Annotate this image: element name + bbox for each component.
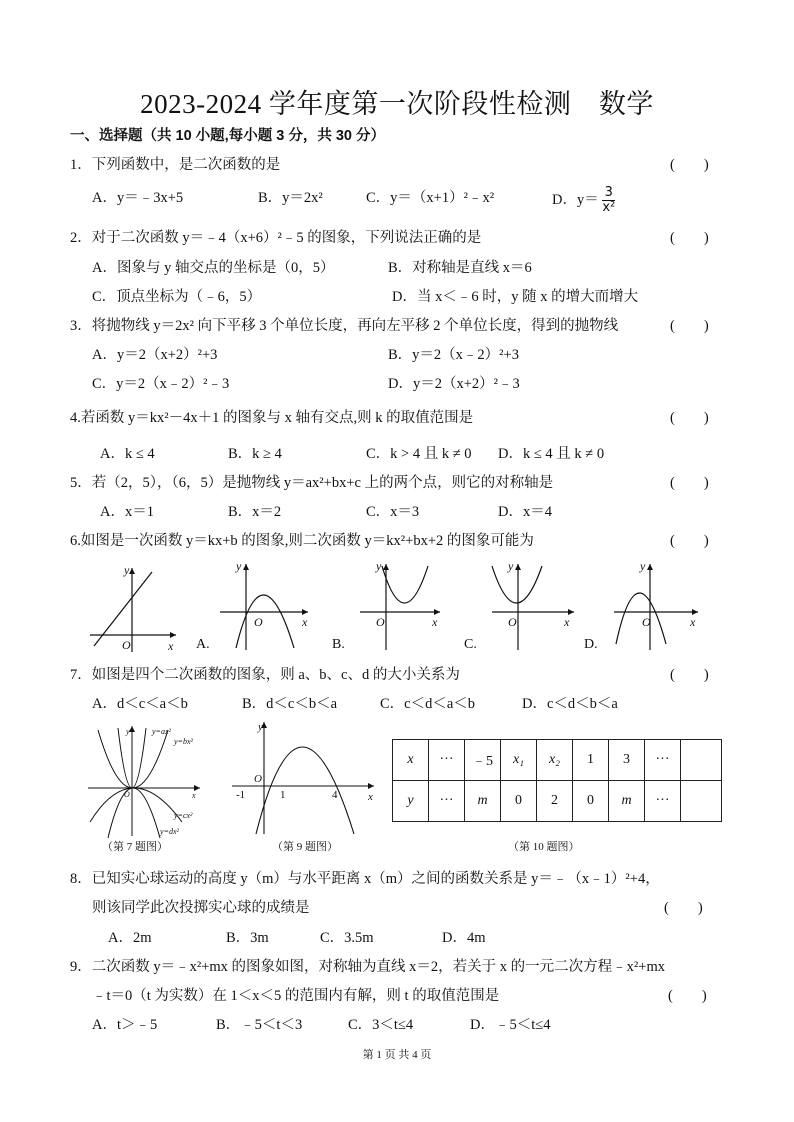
q9-option-a: A．t＞﹣5	[92, 1017, 158, 1033]
q8-option-c: C．3.5m	[320, 930, 374, 946]
fig7-y-arrow	[129, 726, 135, 732]
q3-option-c: C．y＝2（x﹣2）²﹣3	[92, 376, 230, 392]
q8-answer-paren: ( )	[664, 900, 703, 916]
table-row	[393, 781, 722, 822]
q4-stem: 4.若函数 y＝kx²－4x＋1 的图象与 x 轴有交点,则 k 的取值范围是	[70, 410, 474, 426]
fig9-tick-4: 4	[332, 789, 338, 801]
q2-option-d: D．当 x＜﹣6 时，y 随 x 的增大而增大	[392, 289, 639, 305]
fig7-y-label: y	[126, 727, 130, 736]
q1-option-b: B．y＝2x²	[258, 190, 323, 206]
q9-line1: 9．二次函数 y＝﹣x²+mx 的图象如图，对称轴为直线 x＝2，若关于 x 的一元二次方程﹣x²+mx	[70, 959, 665, 975]
q6-d-y-arrow	[647, 564, 653, 570]
q6-d-y-label: y	[640, 560, 646, 573]
fig7-x-label: x	[192, 791, 196, 800]
table-cell: 3	[609, 740, 645, 781]
table-cell: ···	[429, 740, 465, 781]
q6-option-a: A.	[196, 637, 210, 652]
q6-a-parabola	[236, 595, 294, 648]
q1-option-a: A．y＝﹣3x+5	[92, 190, 184, 206]
fig7-label-a: y=ax²	[152, 727, 171, 736]
q7-stem: 7．如图是四个二次函数的图象，则 a、b、c、d 的大小关系为	[70, 667, 460, 683]
q2-answer-paren: ( )	[670, 230, 709, 246]
q1-option-d-denominator: x²	[602, 200, 616, 215]
fig9-tick-neg1: -1	[236, 789, 246, 801]
q5-option-a: A．x＝1	[100, 504, 154, 520]
q7-answer-paren: ( )	[670, 667, 709, 683]
q9-line2: ﹣t＝0（t 为实数）在 1＜x＜5 的范围内有解，则 t 的取值范围是	[92, 988, 500, 1004]
q6-line-y-arrow	[129, 568, 135, 574]
q1-stem: 1．下列函数中，是二次函数的是	[70, 157, 281, 173]
q7-option-c: C．c＜d＜a＜b	[380, 696, 476, 712]
q3-stem: 3．将抛物线 y＝2x² 向下平移 3 个单位长度，再向左平移 2 个单位长度，得到的抛物线	[70, 318, 619, 334]
q9-option-d: D．﹣5＜t≤4	[470, 1017, 551, 1033]
q3-option-a: A．y＝2（x+2）²+3	[92, 347, 218, 363]
figure-10-table	[392, 739, 722, 822]
q9-option-b: B．﹣5＜t＜3	[216, 1017, 303, 1033]
fig7-curve-b	[98, 730, 168, 788]
q2-option-c: C．顶点坐标为（﹣6，5）	[92, 289, 262, 305]
q4-option-d: D．k ≤ 4 且 k ≠ 0	[498, 446, 605, 462]
fig9-y-label: y	[258, 721, 263, 733]
q6-a-x-label: x	[302, 615, 308, 629]
table-cell: y	[393, 781, 429, 822]
fig7-origin: O	[124, 790, 130, 799]
q1-answer-paren: ( )	[670, 157, 709, 173]
q4-answer-paren: ( )	[670, 410, 709, 426]
q3-option-d: D．y＝2（x+2）²﹣3	[388, 376, 520, 392]
q1-option-d-prefix: D．y＝	[552, 191, 599, 208]
fig7-label-d: y=dx²	[160, 827, 179, 836]
q8-option-a: A．2m	[108, 930, 152, 946]
q6-c-x-label: x	[564, 615, 570, 629]
q6-a-y-label: y	[236, 560, 242, 573]
q6-line-x-arrow	[170, 632, 176, 638]
table-cell: 1	[573, 740, 609, 781]
q6-d-origin: O	[642, 615, 651, 629]
q6-answer-paren: ( )	[670, 533, 709, 549]
q6-line-y-label: y	[124, 563, 130, 577]
q8-option-d: D．4m	[442, 930, 486, 946]
q6-b-y-label: y	[376, 560, 382, 573]
fig9-tick-1: 1	[280, 789, 286, 801]
q5-option-b: B．x＝2	[228, 504, 282, 520]
section-heading: 一、选择题（共 10 小题,每小题 3 分，共 30 分）	[70, 128, 386, 144]
q5-option-d: D．x＝4	[498, 504, 552, 520]
q6-option-b: B.	[332, 637, 345, 652]
q6-a-origin: O	[254, 615, 263, 629]
table-cell: ﹣5	[465, 740, 501, 781]
q6-c-y-label: y	[508, 560, 514, 573]
q3-answer-paren: ( )	[670, 318, 709, 334]
fig7-caption: （第 7 题图）	[102, 841, 168, 853]
q9-answer-paren: ( )	[668, 988, 707, 1004]
fig9-x-arrow	[368, 783, 374, 789]
table-cell: m	[465, 781, 501, 822]
table-cell: m	[609, 781, 645, 822]
fig7-label-c: y=cx²	[174, 811, 193, 820]
table-cell: 2	[537, 781, 573, 822]
q6-stem: 6.如图是一次函数 y＝kx+b 的图象,则二次函数 y＝kx²+bx+2 的图象可能为	[70, 533, 534, 549]
q6-c-origin: O	[508, 615, 517, 629]
fig9-origin: O	[254, 773, 262, 785]
fig10-caption: （第 10 题图）	[508, 841, 580, 853]
q6-a-y-arrow	[243, 564, 249, 570]
table-cell: x₁	[501, 740, 537, 781]
table-row	[393, 740, 722, 781]
q2-stem: 2．对于二次函数 y＝﹣4（x+6）²﹣5 的图象，下列说法正确的是	[70, 230, 482, 246]
q4-option-a: A．k ≤ 4	[100, 446, 155, 462]
q6-c-parabola	[492, 566, 542, 603]
table-cell	[681, 781, 722, 822]
q8-line1: 8．已知实心球运动的高度 y（m）与水平距离 x（m）之间的函数关系是 y＝﹣（x﹣1）²+4，	[70, 871, 660, 887]
fig9-parabola	[256, 747, 354, 834]
q6-b-x-label: x	[432, 615, 438, 629]
q8-line2: 则该同学此次投掷实心球的成绩是	[92, 900, 310, 916]
page-footer: 第 1 页 共 4 页	[362, 1049, 432, 1061]
q7-option-b: B．d＜c＜b＜a	[242, 696, 338, 712]
q1-option-d-numerator: 3	[602, 186, 615, 201]
q6-d-x-label: x	[690, 615, 696, 629]
figure-7	[86, 722, 216, 840]
q5-option-c: C．x＝3	[366, 504, 420, 520]
q6-line-x-label: x	[168, 639, 174, 653]
q5-stem: 5．若（2，5），（6，5）是抛物线 y＝ax²+bx+c 上的两个点，则它的对称轴是	[70, 475, 554, 491]
q6-figures	[86, 560, 726, 656]
page-title: 2023-2024 学年度第一次阶段性检测 数学	[140, 89, 654, 119]
q6-option-d: D.	[584, 637, 598, 652]
q6-line-origin: O	[122, 638, 131, 652]
table-cell: ···	[645, 740, 681, 781]
q6-b-y-arrow	[383, 564, 389, 570]
q6-option-c: C.	[464, 637, 477, 652]
q8-option-b: B．3m	[226, 930, 269, 946]
q6-b-origin: O	[376, 615, 385, 629]
table-cell	[681, 740, 722, 781]
q2-option-a: A．图象与 y 轴交点的坐标是（0，5）	[92, 260, 335, 276]
q5-answer-paren: ( )	[670, 475, 709, 491]
q7-option-d: D．c＜d＜b＜a	[522, 696, 618, 712]
q2-option-b: B．对称轴是直线 x＝6	[388, 260, 532, 276]
q4-option-b: B．k ≥ 4	[228, 446, 282, 462]
table-cell: 0	[501, 781, 537, 822]
q7-option-a: A．d＜c＜a＜b	[92, 696, 188, 712]
q3-option-b: B．y＝2（x﹣2）²+3	[388, 347, 519, 363]
q6-c-y-arrow	[515, 564, 521, 570]
q9-option-c: C．3＜t≤4	[348, 1017, 414, 1033]
fig9-x-label: x	[368, 791, 373, 803]
q4-option-c: C．k > 4 且 k ≠ 0	[366, 446, 472, 462]
table-cell: x	[393, 740, 429, 781]
fig7-curve-c	[108, 788, 160, 838]
table-cell: ···	[645, 781, 681, 822]
figure-9	[228, 716, 380, 840]
fig9-caption: （第 9 题图）	[272, 841, 338, 853]
q6-b-parabola	[382, 566, 428, 603]
q1-option-d	[552, 186, 615, 215]
fig7-curve-d	[90, 788, 182, 822]
table-cell: x₂	[537, 740, 573, 781]
table-cell: 0	[573, 781, 609, 822]
table-cell: ···	[429, 781, 465, 822]
fig7-label-b: y=bx²	[174, 737, 193, 746]
q6-d-parabola	[616, 593, 666, 644]
q1-option-c: C．y＝（x+1）²﹣x²	[366, 190, 495, 206]
